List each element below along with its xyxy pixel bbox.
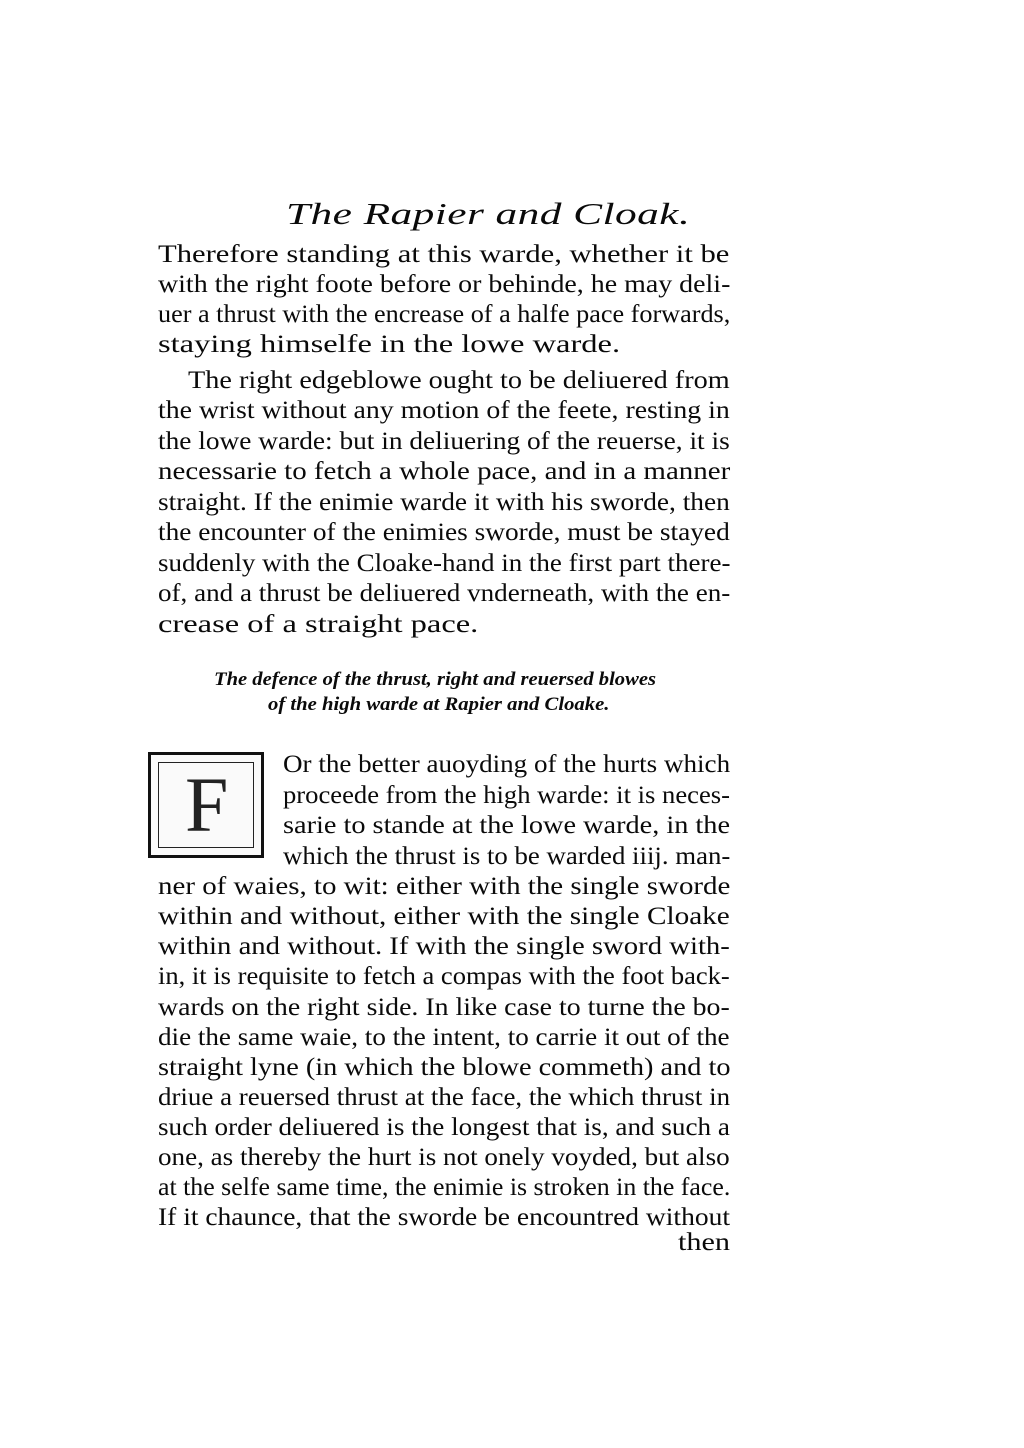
text-line: with the right foote before or behinde, he may deli- — [158, 271, 731, 298]
text-line: straight lyne (in which the blowe commeth) and to — [158, 1054, 731, 1081]
text-line: The right edgeblowe ought to be deliuered from — [188, 367, 730, 394]
text-line: such order deliuered is the longest that is, and such a — [158, 1114, 730, 1141]
text-line: which the thrust is to be warded iiij. man- — [283, 843, 731, 870]
text-line: necessarie to fetch a whole pace, and in a manner — [158, 458, 731, 485]
text-line: ner of waies, to wit: either with the single sworde — [158, 873, 731, 900]
running-head: The Rapier and Cloak. — [286, 196, 691, 231]
text-line: crease of a straight pace. — [158, 611, 479, 638]
section-heading-line: The defence of the thrust, right and reuersed blowes — [214, 669, 656, 690]
text-line: sarie to stande at the lowe warde, in the — [283, 812, 730, 839]
text-line: within and without, either with the single Cloake — [158, 903, 730, 930]
text-line: within and without. If with the single sword with- — [158, 933, 730, 960]
text-line: of, and a thrust be deliuered vnderneath, with the en- — [158, 580, 731, 607]
text-line: wards on the right side. In like case to turne the bo- — [158, 994, 730, 1021]
text-line: at the selfe same time, the enimie is stroken in the face. — [158, 1174, 731, 1201]
text-line: straight. If the enimie warde it with his sworde, then — [158, 489, 730, 516]
text-line: the lowe warde: but in deliuering of the reuerse, it is — [158, 428, 730, 455]
text-line: Or the better auoyding of the hurts which — [283, 751, 731, 778]
text-line: Therefore standing at this warde, whether it be — [158, 241, 730, 268]
text-line: staying himselfe in the lowe warde. — [158, 331, 621, 358]
decorated-initial — [148, 752, 264, 858]
text-line: die the same waie, to the intent, to carrie it out of the — [158, 1024, 730, 1051]
text-line: the encounter of the enimies sworde, must be stayed — [158, 519, 730, 546]
text-line: in, it is requisite to fetch a compas with the foot back- — [158, 963, 730, 990]
section-heading-line: of the high warde at Rapier and Cloake. — [268, 694, 610, 715]
text-line: one, as thereby the hurt is not onely voyded, but also — [158, 1144, 730, 1171]
initial-letter: F — [185, 761, 229, 848]
text-line: the wrist without any motion of the feete, resting in — [158, 397, 730, 424]
text-line: If it chaunce, that the sworde be encountred without — [158, 1204, 730, 1231]
catchword: then — [678, 1229, 731, 1256]
text-line: proceede from the high warde: it is neces- — [283, 782, 730, 809]
text-line: driue a reuersed thrust at the face, the which thrust in — [158, 1084, 731, 1111]
text-line: suddenly with the Cloake-hand in the first part there- — [158, 550, 731, 577]
text-line: uer a thrust with the encrease of a halfe pace forwards, — [158, 301, 731, 328]
